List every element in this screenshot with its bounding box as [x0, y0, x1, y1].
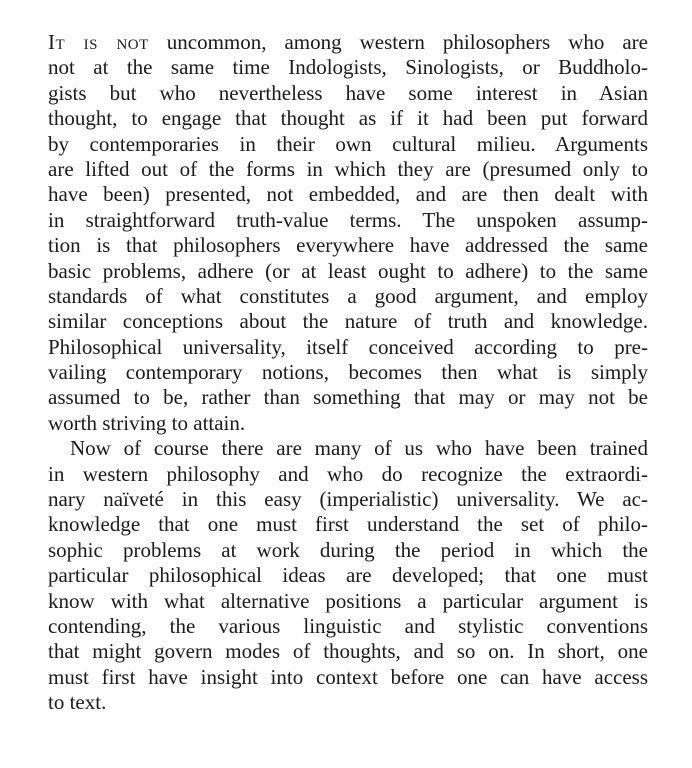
text-line: sophic problems at work during the period in which the — [48, 537, 648, 562]
text-line: Philosophical universality, itself conceived according to pre- — [48, 334, 648, 359]
text-line: by contemporaries in their own cultural milieu. Arguments — [48, 131, 648, 156]
text-line: knowledge that one must first understand the set of philo- — [48, 512, 648, 537]
text-line: vailing contemporary notions, becomes then what is simply — [48, 360, 648, 385]
document-page — [48, 30, 648, 716]
text-line: to text. — [48, 690, 107, 715]
text-line: assumed to be, rather than something that may or may not be — [48, 385, 648, 410]
text-line: not at the same time Indologists, Sinologists, or Buddholo- — [48, 55, 648, 80]
text-line: It is not uncommon, among western philosophers who are — [48, 30, 648, 54]
text-line: must first have insight into context before one can have access — [48, 664, 648, 689]
paragraph-1 — [48, 30, 648, 436]
text-line: in straightforward truth-value terms. The unspoken assump- — [48, 207, 648, 232]
text-line: gists but who nevertheless have some interest in Asian — [48, 80, 648, 105]
text-line: nary naïveté in this easy (imperialistic) universality. We ac- — [48, 487, 648, 512]
text-line: thought, to engage that thought as if it had been put forward — [48, 106, 648, 131]
text-line: basic problems, adhere (or at least ought to adhere) to the same — [48, 258, 648, 283]
paragraph-2 — [48, 436, 648, 715]
opening-small-caps: It is not — [48, 30, 149, 54]
text-line: particular philosophical ideas are developed; that one must — [48, 563, 648, 588]
text-line: tion is that philosophers everywhere have addressed the same — [48, 233, 648, 258]
text-line: in western philosophy and who do recognize the extraordi- — [48, 461, 648, 486]
text-line: standards of what constitutes a good argument, and employ — [48, 283, 648, 308]
text-line: contending, the various linguistic and stylistic conventions — [48, 613, 648, 638]
text-line: Now of course there are many of us who have been trained — [70, 436, 648, 461]
text-line: have been) presented, not embedded, and are then dealt with — [48, 182, 648, 207]
text-line: similar conceptions about the nature of truth and knowledge. — [48, 309, 648, 334]
text-line: are lifted out of the forms in which they are (presumed only to — [48, 156, 648, 181]
text-line: know with what alternative positions a particular argument is — [48, 588, 648, 613]
text-line: that might govern modes of thoughts, and so on. In short, one — [48, 639, 648, 664]
text-line: worth striving to attain. — [48, 410, 246, 435]
